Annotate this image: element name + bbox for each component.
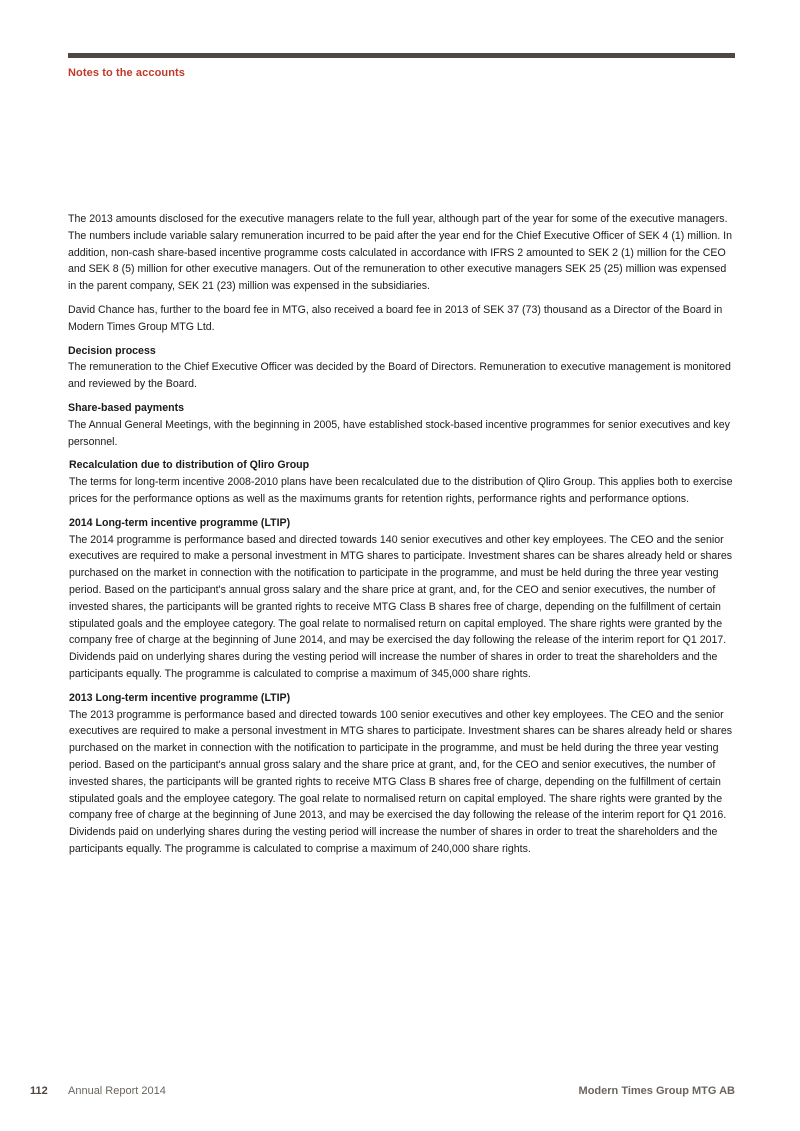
document-body <box>68 211 735 865</box>
heading-ltip-2014: 2014 Long-term incentive programme (LTIP) <box>69 516 291 529</box>
heading-qliro-recalculation: Recalculation due to distribution of Qliro Group <box>69 459 310 472</box>
paragraph-executive-remuneration: The 2013 amounts disclosed for the executive managers relate to the full year, although part of the year for some of the executive managers. The numbers include variable salary remuneration incurred to be paid after the year end for the Chief Executive Officer of SEK 4 (1) million. In addition, non-cash share-based incentive programme costs calculated in accordance with IFRS 2 amounted to SEK 2 (1) million for the CEO and SEK 8 (5) million for other executive managers. Out of the remuneration to other executive managers SEK 25 (25) million was expensed in the parent company, SEK 21 (23) million was expensed in the subsidiaries. <box>68 213 733 293</box>
company-name: Modern Times Group MTG AB <box>578 1085 735 1097</box>
heading-share-based-payments: Share-based payments <box>68 401 184 414</box>
paragraph-ltip-2014: The 2014 programme is performance based and directed towards 140 senior executives and other key employees. The CEO and the senior executives are required to make a personal investment in MTG shares to participate. Investment shares can be shares already held or shares purchased on the market in connection with the notification to participate in the programme, and must be held during the three year vesting period. Based on the participant's annual gross salary and the share price at grant, and, for the CEO and senior executives, the number of invested shares, the participants will be granted rights to receive MTG Class B shares free of charge, depending on the fulfillment of certain stipulated goals and the employee category. The goal relate to normalised return on capital employed. The share rights were granted by the company free of charge at the beginning of June 2014, and may be exercised the day following the release of the interim report for Q1 2017. Dividends paid on underlying shares during the vesting period will increase the number of shares in order to treat the shareholders and the participants equally. The programme is calculated to comprise a maximum of 345,000 share rights. <box>69 533 733 680</box>
paragraph-qliro-recalculation: The terms for long-term incentive 2008-2010 plans have been recalculated due to the distribution of Qliro Group. This applies both to exercise prices for the performance options as well as the maximums grants for retention rights, performance rights and performance options. <box>69 476 733 505</box>
paragraph-board-fee: David Chance has, further to the board fee in MTG, also received a board fee in 2013 of SEK 37 (73) thousand as a Director of the Board in Modern Times Group MTG Ltd. <box>68 303 723 333</box>
qliro-section <box>68 457 735 857</box>
heading-ltip-2013: 2013 Long-term incentive programme (LTIP) <box>69 691 291 704</box>
paragraph-decision-process: The remuneration to the Chief Executive Officer was decided by the Board of Directors. Remuneration to executive management is monitored and reviewed by the Board. <box>68 361 731 391</box>
paragraph-ltip-2013: The 2013 programme is performance based and directed towards 100 senior executives and other key employees. The CEO and the senior executives are required to make a personal investment in MTG shares to participate. Investment shares can be shares already held or shares purchased on the market in connection with the notification to participate in the programme, and must be held during the three year vesting period. Based on the participant's annual gross salary and the share price at grant, and, for the CEO and senior executives, the number of invested shares, the participants will be granted rights to receive MTG Class B shares free of charge, depending on the fulfillment of certain stipulated goals and the employee category. The goal relate to normalised return on capital employed. The share rights were granted by the company free of charge at the beginning of June 2013, and may be exercised the day following the release of the interim report for Q1 2016. Dividends paid on underlying shares during the vesting period will increase the number of shares in order to treat the shareholders and the participants equally. The programme is calculated to comprise a maximum of 240,000 share rights. <box>69 708 733 855</box>
header-rule <box>68 53 735 58</box>
section-title: Notes to the accounts <box>68 67 186 79</box>
report-name: Annual Report 2014 <box>68 1085 166 1097</box>
page-number: 112 <box>30 1085 48 1097</box>
heading-decision-process: Decision process <box>68 344 156 357</box>
paragraph-share-based-payments: The Annual General Meetings, with the beginning in 2005, have established stock-based incentive programmes for senior executives and key personnel. <box>68 418 730 448</box>
